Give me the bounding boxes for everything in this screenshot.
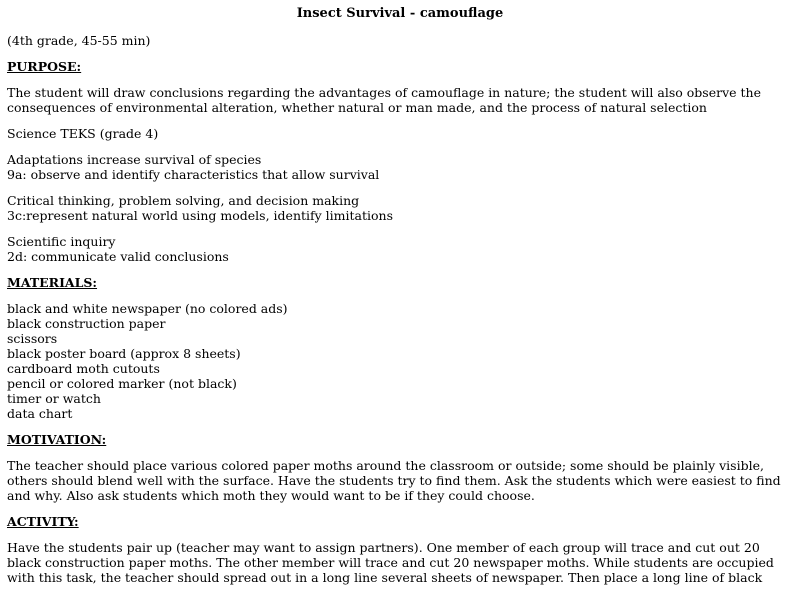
materials-list [7, 301, 793, 421]
teks-group [7, 152, 793, 182]
motivation-heading: MOTIVATION: [7, 432, 107, 447]
teks-group-item: 2d: communicate valid conclusions [7, 249, 229, 264]
teks-group [7, 234, 793, 264]
material-item: data chart [7, 406, 73, 421]
purpose-text: The student will draw conclusions regarding the advantages of camouflage in nature; the student will also observe the consequences of environmental alteration, whether natural or man made, and the process of natural selection [7, 85, 761, 115]
materials-heading: MATERIALS: [7, 275, 98, 290]
purpose-heading: PURPOSE: [7, 59, 82, 74]
material-item: black construction paper [7, 316, 166, 331]
activity-text: Have the students pair up (teacher may want to assign partners). One member of each group will trace and cut out 20 black construction paper moths. The other member will trace and cut 20 newspaper moths. While students are occupied with this task, the teacher should spread out in a long line several sheets of newspaper. Then place a long line of black [7, 540, 774, 585]
material-item: timer or watch [7, 391, 101, 406]
teks-group-title: Scientific inquiry [7, 234, 116, 249]
teks-group-item: 3c:represent natural world using models, identify limitations [7, 208, 394, 223]
teks-group-title: Critical thinking, problem solving, and decision making [7, 193, 360, 208]
teks-label: Science TEKS (grade 4) [7, 126, 159, 141]
material-item: pencil or colored marker (not black) [7, 376, 237, 391]
material-item: black poster board (approx 8 sheets) [7, 346, 241, 361]
motivation-text: The teacher should place various colored paper moths around the classroom or outside; some should be plainly visible, others should blend well with the surface. Have the students try to find them. Ask the students which were easiest to find and why. Also ask students which moth they would want to be if they could choose. [7, 458, 781, 503]
grade-duration: (4th grade, 45-55 min) [7, 33, 151, 48]
activity-heading: ACTIVITY: [7, 514, 79, 529]
material-item: black and white newspaper (no colored ads) [7, 301, 288, 316]
document-title: Insect Survival - camouflage [296, 6, 504, 21]
material-item: cardboard moth cutouts [7, 361, 160, 376]
teks-group [7, 193, 793, 223]
material-item: scissors [7, 331, 58, 346]
teks-group-title: Adaptations increase survival of species [7, 152, 262, 167]
teks-group-item: 9a: observe and identify characteristics that allow survival [7, 167, 380, 182]
